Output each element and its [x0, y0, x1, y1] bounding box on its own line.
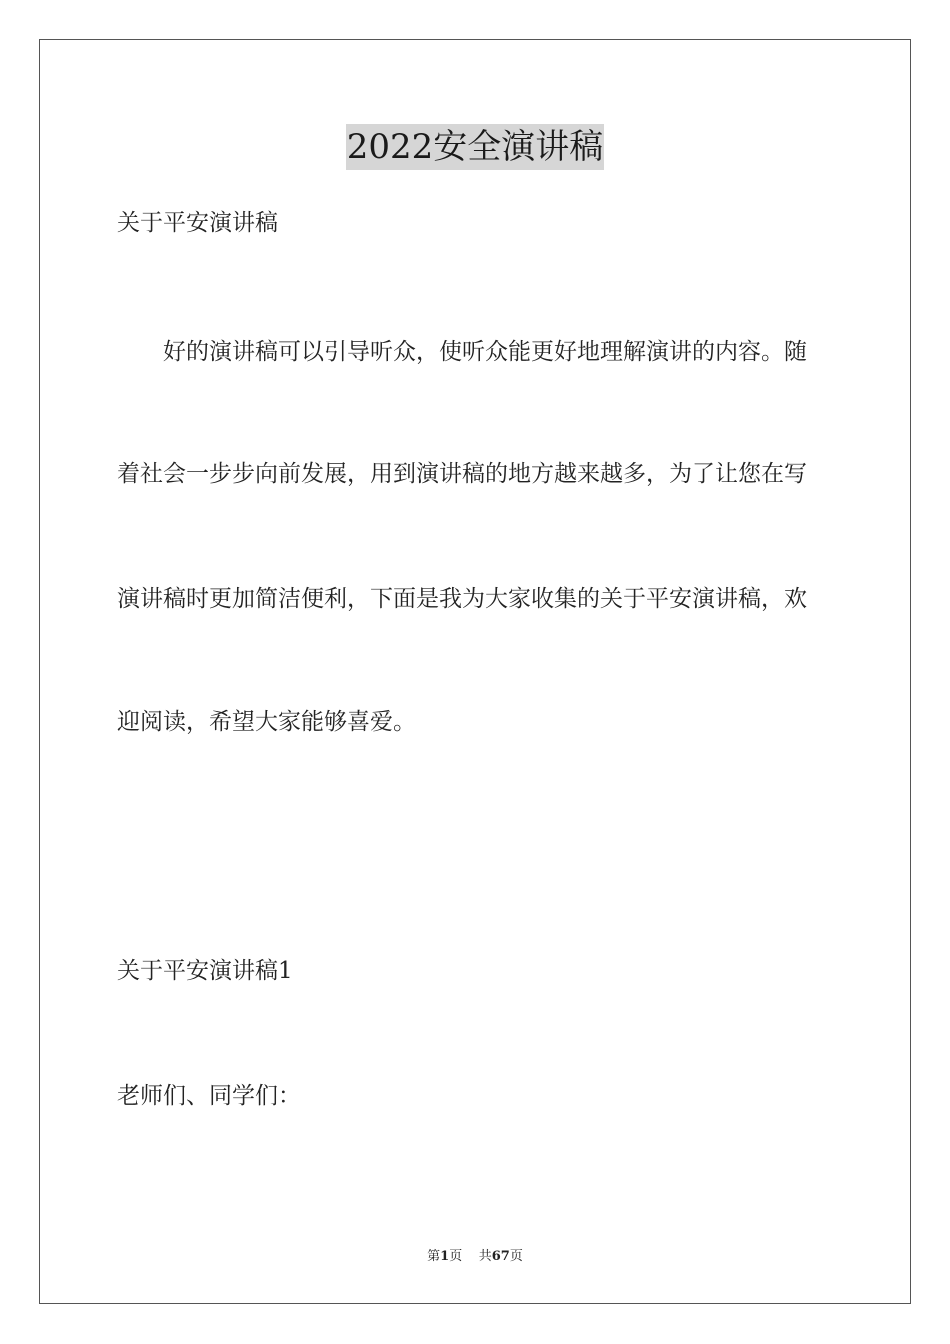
footer-total-prefix: 共	[478, 1249, 492, 1264]
section-heading: 关于平安演讲稿1	[117, 958, 293, 984]
intro-line-4: 迎阅读，希望大家能够喜爱。	[117, 709, 416, 735]
footer-total-suffix: 页	[509, 1249, 523, 1264]
salutation: 老师们、同学们：	[117, 1083, 301, 1109]
document-title: 2022安全演讲稿	[346, 124, 605, 170]
intro-line-2: 着社会一步步向前发展，用到演讲稿的地方越来越多，为了让您在写	[117, 461, 807, 487]
footer-page-prefix: 第	[427, 1249, 441, 1264]
intro-line-1: 好的演讲稿可以引导听众，使听众能更好地理解演讲的内容。随	[163, 339, 807, 365]
footer-page-number: 1	[440, 1249, 450, 1264]
footer-total-pages: 67	[491, 1249, 510, 1264]
intro-line-3: 演讲稿时更加简洁便利，下面是我为大家收集的关于平安演讲稿，欢	[117, 586, 807, 612]
title-container	[0, 124, 950, 170]
page-footer	[0, 1248, 950, 1266]
footer-page-suffix: 页	[449, 1249, 463, 1264]
document-heading: 关于平安演讲稿	[117, 210, 278, 236]
